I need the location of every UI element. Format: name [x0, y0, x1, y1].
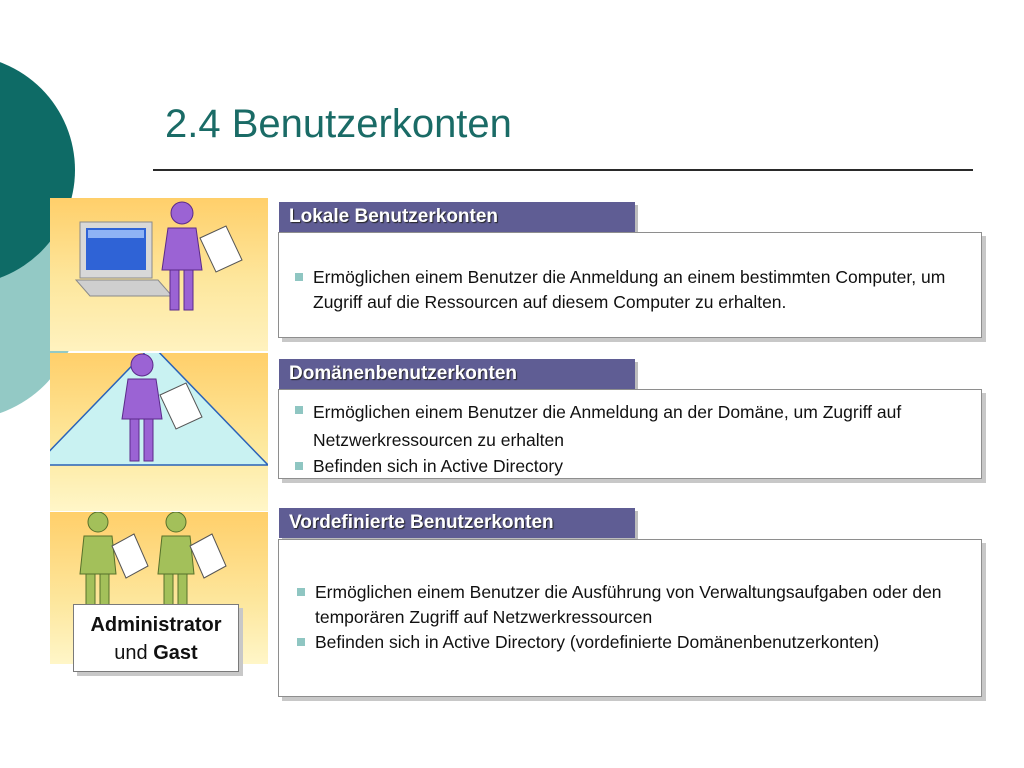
page-title: 2.4 Benutzerkonten — [165, 102, 512, 146]
tab-lokale-benutzerkonten: Lokale Benutzerkonten — [279, 202, 635, 232]
list-item: Ermöglichen einem Benutzer die Ausführung von Verwaltungsaufgaben oder den temporären Zugriff auf Netzwerkressourcen — [289, 580, 961, 630]
computer-icon — [76, 222, 172, 296]
user-icon — [80, 512, 148, 612]
caption-line1: Administrator — [90, 614, 222, 636]
list-item: Befinden sich in Active Directory — [287, 454, 971, 479]
title-divider — [153, 169, 973, 171]
caption-line2-bold: Gast — [153, 642, 198, 664]
domain-accounts-box — [278, 389, 982, 479]
document-icon — [190, 534, 226, 578]
local-accounts-illustration — [50, 198, 268, 351]
local-accounts-box — [278, 232, 982, 338]
tab-domaenenbenutzerkonten: Domänenbenutzerkonten — [279, 359, 635, 389]
user-icon — [158, 512, 226, 612]
list-item: Befinden sich in Active Directory (vordefinierte Domänenbenutzerkonten) — [289, 630, 961, 655]
list-item: Ermöglichen einem Benutzer die Anmeldung an einem bestimmten Computer, um Zugriff auf die Ressourcen auf diesem Computer zu erhalten. — [287, 265, 971, 315]
caption-line2-prefix: und — [114, 642, 148, 664]
admin-guest-caption — [73, 604, 239, 672]
tab-vordefinierte-benutzerkonten: Vordefinierte Benutzerkonten — [279, 508, 635, 538]
builtin-accounts-box — [278, 539, 982, 697]
document-icon — [200, 226, 242, 272]
list-item: Ermöglichen einem Benutzer die Anmeldung an der Domäne, um Zugriff auf Netzwerkressourcen zu erhalten — [287, 398, 971, 454]
domain-accounts-illustration — [50, 353, 268, 511]
